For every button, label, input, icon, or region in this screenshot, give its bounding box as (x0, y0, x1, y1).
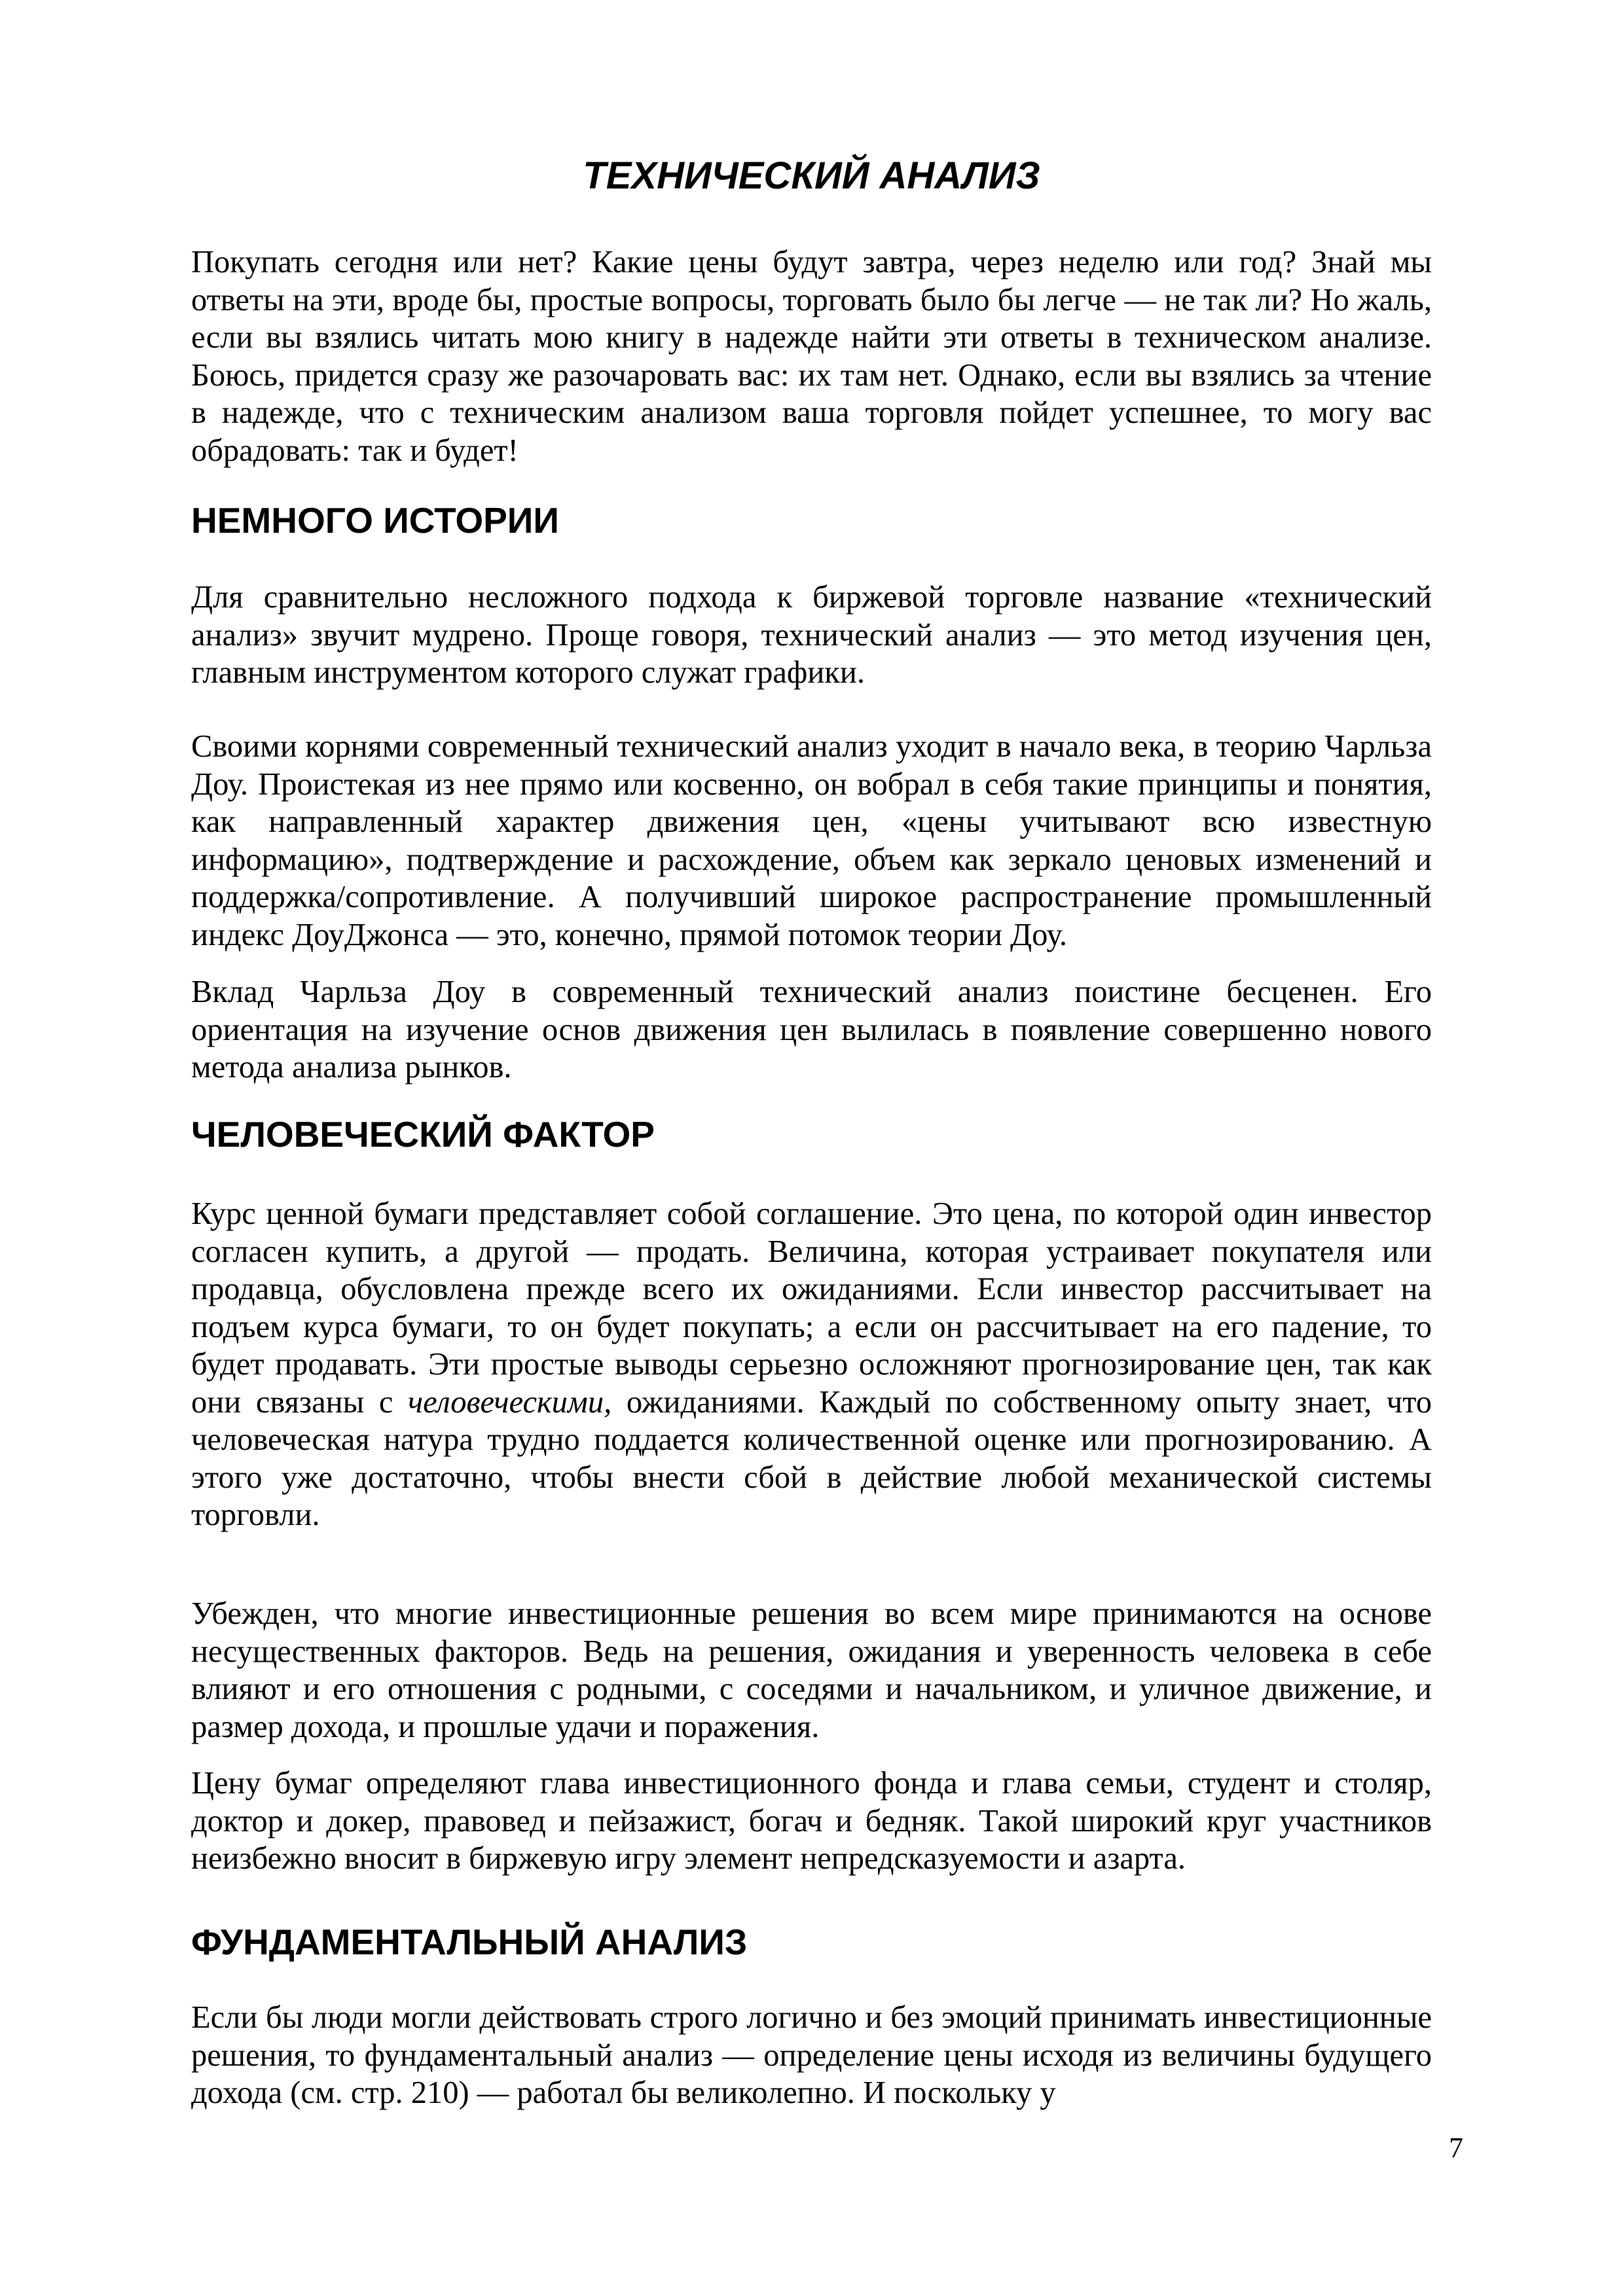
intro-paragraph: Покупать сегодня или нет? Какие цены будут завтра, через неделю или год? Знай мы ответы на эти, вроде бы, простые вопросы, торговать было бы легче — не так ли? Но жаль, если вы взялись читать мою книгу в надежде найти эти ответы в техническом анализе. Боюсь, придется сразу же разочаровать вас: их там нет. Однако, если вы взялись за чтение в надежде, что с техническим анализом ваша торговля пойдет успешнее, то могу вас обрадовать: так и будет! (191, 245, 1432, 468)
history-paragraph-2: Своими корнями современный технический анализ уходит в начало века, в теорию Чарльза Доу. Проистекая из нее прямо или косвенно, он вобрал в себя такие принципы и понятия, как направленный характер движения цен, «цены учитывают всю известную информацию», подтверждение и расхождение, объем как зеркало ценовых изменений и поддержка/сопротивление. А получивший широкое распространение промышленный индекс ДоуДжонса — это, конечно, прямой потомок теории Доу. (191, 729, 1432, 952)
human-factor-paragraph-3: Цену бумаг определяют глава инвестиционного фонда и глава семьи, студент и столяр, доктор и докер, правовед и пейзажист, богач и бедняк. Такой широкий круг участников неизбежно вносит в биржевую игру элемент непредсказуемости и азарта. (191, 1766, 1432, 1876)
history-paragraph-3: Вклад Чарльза Доу в современный технический анализ поистине бесценен. Его ориентация на изучение основ движения цен вылилась в появление совершенно нового метода анализа рынков. (191, 975, 1432, 1085)
section-heading-fundamental: ФУНДАМЕНТАЛЬНЫЙ АНАЛИЗ (191, 1922, 748, 1962)
section-heading-human-factor: ЧЕЛОВЕЧЕСКИЙ ФАКТОР (191, 1114, 655, 1155)
human-factor-paragraph-1 (191, 1195, 1432, 1534)
history-paragraph-1: Для сравнительно несложного подхода к биржевой торговле название «технический анализ» звучит мудрено. Проще говоря, технический анализ — это метод изучения цен, главным инструментом которого служат графики. (191, 580, 1432, 690)
page-title: ТЕХНИЧЕСКИЙ АНАЛИЗ (583, 154, 1040, 197)
page-number: 7 (1449, 2132, 1463, 2164)
fundamental-paragraph-1: Если бы люди могли действовать строго логично и без эмоций принимать инвестиционные решения, то фундаментальный анализ — определение цены исходя из величины будущего дохода (см. стр. 210) — работал бы великолепно. И поскольку у (191, 2000, 1432, 2110)
emphasis-human: человеческими, (408, 1384, 612, 1420)
section-heading-history: НЕМНОГО ИСТОРИИ (191, 500, 559, 541)
human-factor-text-part-2: ожиданиями. Каждый по собственному опыту знает, что человеческая натура трудно поддается количественной оценке или прогнозированию. А этого уже достаточно, чтобы внести сбой в действие любой механической системы торговли. (191, 1384, 1432, 1532)
human-factor-paragraph-2: Убежден, что многие инвестиционные решения во всем мире принимаются на основе несущественных факторов. Ведь на решения, ожидания и уверенность человека в себе влияют и его отношения с родными, с соседями и начальником, и уличное движение, и размер дохода, и прошлые удачи и поражения. (191, 1596, 1432, 1744)
human-factor-text-part-1: Курс ценной бумаги представляет собой соглашение. Это цена, по которой один инвестор согласен купить, а другой — продать. Величина, которая устраивает покупателя или продавца, обусловлена прежде всего их ожиданиями. Если инвестор рассчитывает на подъем курса бумаги, то он будет покупать; а если он рассчитывает на его падение, то будет продавать. Эти простые выводы серьезно осложняют прогнозирование цен, так как они связаны с (191, 1196, 1432, 1420)
